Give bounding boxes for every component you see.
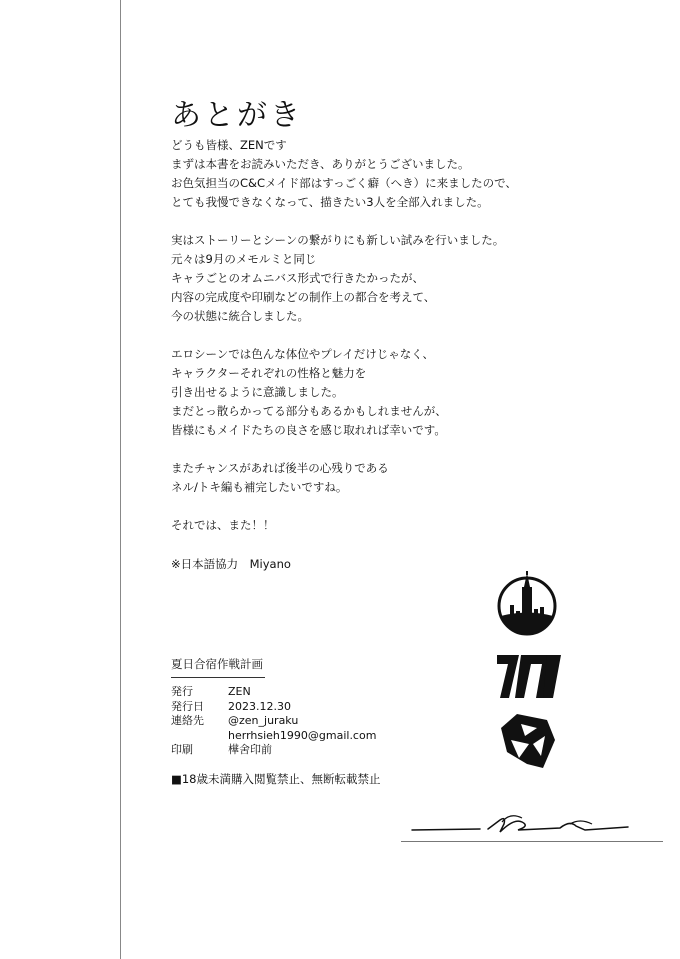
line: 内容の完成度や印刷などの制作上の都合を考えて、 xyxy=(171,290,436,304)
line: キャラごとのオムニバス形式で行きたかったが、 xyxy=(171,271,424,285)
paragraph-1 xyxy=(171,136,571,212)
line: どうも皆様、ZENです xyxy=(171,138,287,152)
line: 皆様にもメイドたちの良さを感じ取れれば幸いです。 xyxy=(171,423,446,437)
colophon-key: 印刷 xyxy=(171,743,193,756)
paragraph-5 xyxy=(171,516,571,535)
line: キャラクターそれぞれの性格と魅力を xyxy=(171,366,367,380)
line: それでは、また！！ xyxy=(171,518,275,532)
signature-line xyxy=(401,841,663,842)
signature-icon xyxy=(410,808,635,838)
colophon-row-date xyxy=(171,700,376,715)
line: 今の状態に統合しました。 xyxy=(171,309,309,323)
colophon-value: ZEN xyxy=(228,685,251,698)
line: ネル/トキ編も補完したいですね。 xyxy=(171,480,348,494)
colophon-title: 夏日合宿作戦計画 xyxy=(171,657,263,671)
colophon-key: 発行 xyxy=(171,685,193,698)
colophon-row-publisher xyxy=(171,685,376,700)
cube-s-logo-icon xyxy=(497,714,559,770)
line: またチャンスがあれば後半の心残りである xyxy=(171,461,389,475)
colophon-key: 連絡先 xyxy=(171,714,204,727)
paragraph-2 xyxy=(171,231,571,326)
afterword-body xyxy=(171,136,571,554)
colophon-value: 樺舍印前 xyxy=(228,743,272,756)
colophon-table xyxy=(171,685,376,758)
page-gutter-line xyxy=(120,0,121,959)
colophon-value: @zen_juraku xyxy=(228,714,299,727)
colophon-row-printer xyxy=(171,743,376,758)
paragraph-3 xyxy=(171,345,571,440)
page-title: あとがき xyxy=(171,98,303,134)
age-restriction-notice: ■18歳未満購入閲覧禁止、無断転載禁止 xyxy=(171,772,381,786)
colophon-value: herrhsieh1990@gmail.com xyxy=(228,728,377,742)
line: まずは本書をお読みいただき、ありがとうございました。 xyxy=(171,157,470,171)
line: エロシーンでは色んな体位やプレイだけじゃなく、 xyxy=(171,347,435,361)
paragraph-4 xyxy=(171,459,571,497)
line: 引き出せるように意識しました。 xyxy=(171,385,344,399)
language-credit: ※日本語協力 Miyano xyxy=(171,557,291,571)
tower-emblem-icon xyxy=(496,571,558,637)
colophon-value: 2023.12.30 xyxy=(228,699,291,713)
colophon-divider xyxy=(171,677,265,678)
colophon-row-email xyxy=(171,729,376,744)
line: まだとっ散らかってる部分もあるかもしれませんが、 xyxy=(171,404,447,418)
line: 実はストーリーとシーンの繋がりにも新しい試みを行いました。 xyxy=(171,233,505,247)
line: お色気担当のC&Cメイド部はすっごく癖（へき）に来ましたので、 xyxy=(171,176,517,190)
colophon-row-contact xyxy=(171,714,376,729)
monogram-7n-icon xyxy=(497,655,561,698)
colophon-key: 発行日 xyxy=(171,699,204,713)
colophon-key xyxy=(171,729,228,744)
line: 元々は9月のメモルミと同じ xyxy=(171,252,317,266)
line: とても我慢できなくなって、描きたい3人を全部入れました。 xyxy=(171,195,489,209)
